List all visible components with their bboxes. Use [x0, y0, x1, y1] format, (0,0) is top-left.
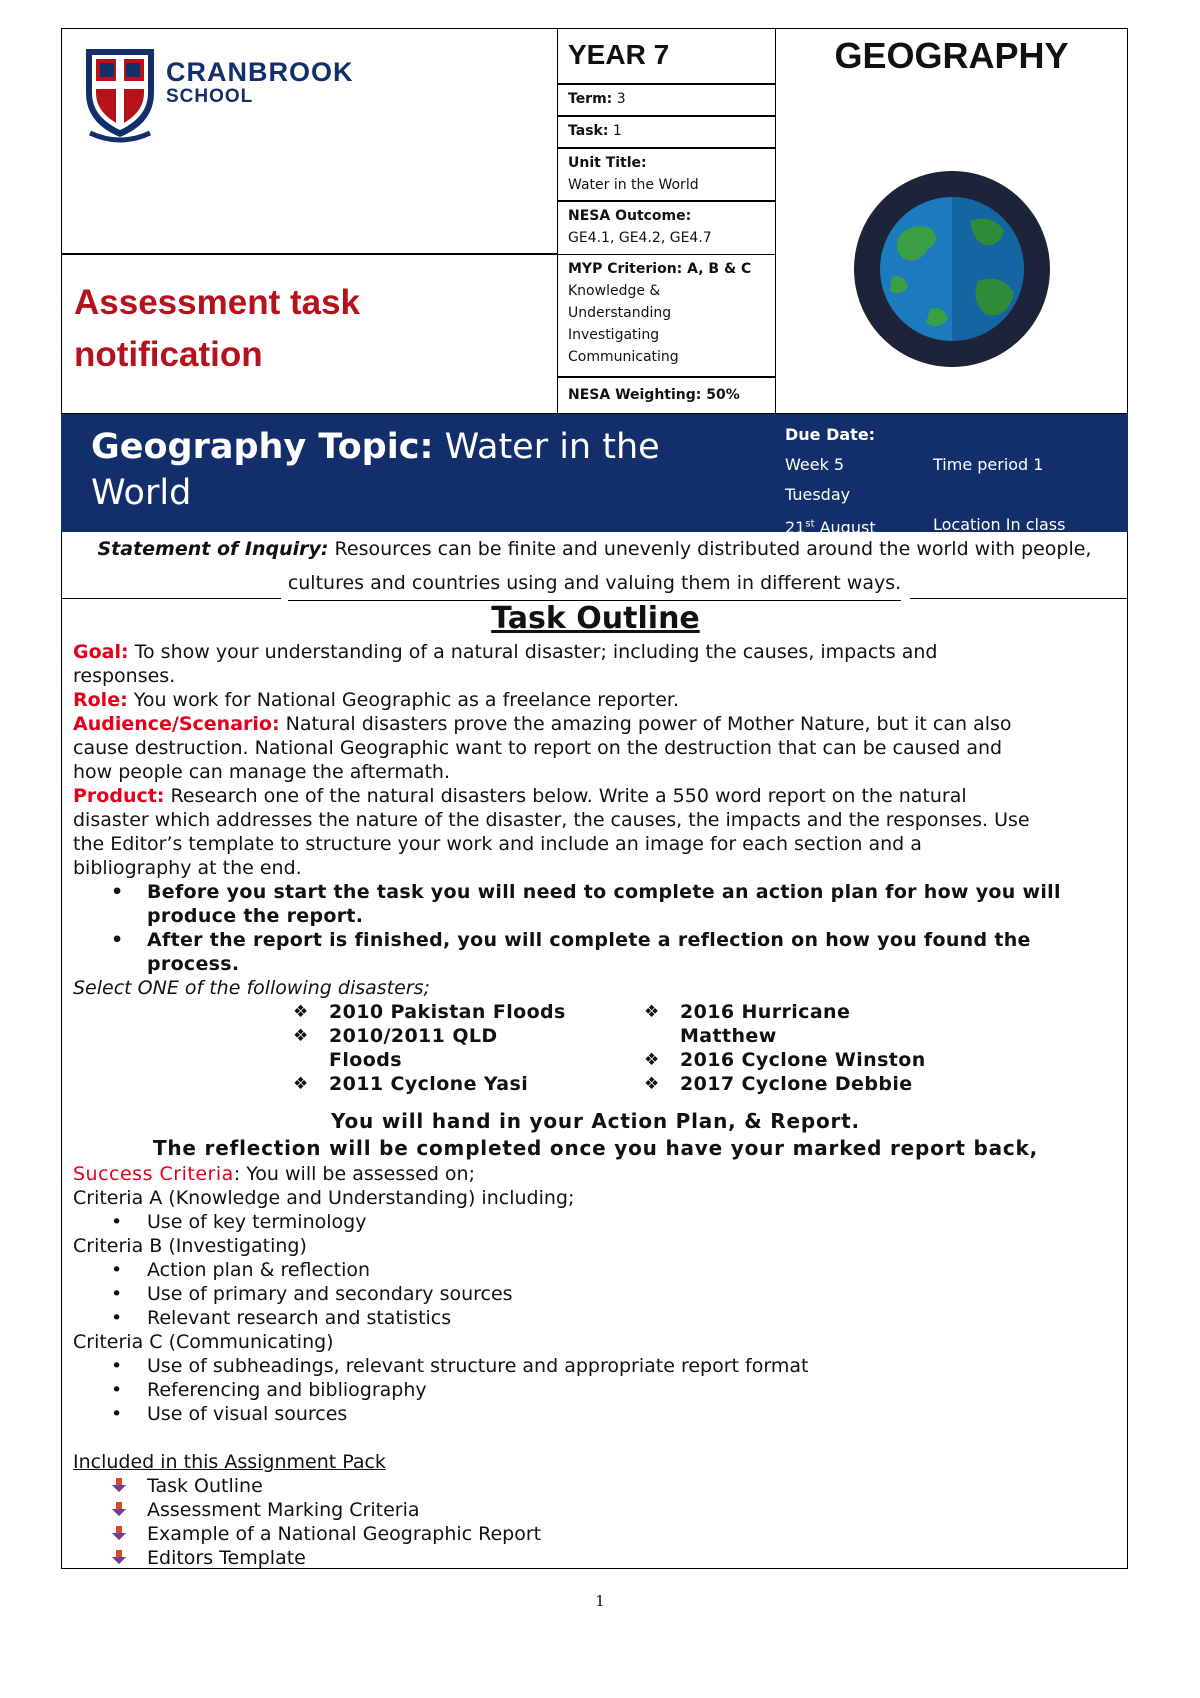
due-location: Location In class — [933, 515, 1066, 534]
list-item: • Use of visual sources — [73, 1402, 1118, 1426]
role-label: Role: — [73, 689, 128, 711]
task-cell — [557, 116, 776, 148]
globe-icon — [852, 169, 1052, 369]
term-value: 3 — [616, 91, 626, 107]
goal-text-line2: responses. — [73, 665, 176, 687]
list-item-continued: Floods — [329, 1049, 402, 1071]
audience-label: Audience/Scenario: — [73, 713, 280, 735]
audience-text: Natural disasters prove the amazing power of Mother Nature, but it can also — [285, 713, 1012, 735]
logo-cell — [61, 28, 558, 254]
myp-item: Communicating — [568, 349, 679, 365]
product-text-line2: disaster which addresses the nature of the disaster, the causes, the impacts and the responses. Use — [73, 809, 1030, 831]
list-item: ❖ 2011 Cyclone Yasi — [293, 1072, 566, 1096]
criteria-c-title: Criteria C (Communicating) — [73, 1331, 334, 1353]
subject-cell — [775, 28, 1128, 414]
bullet-text: produce the report. — [147, 905, 364, 927]
nesa-outcome-cell — [557, 201, 776, 255]
audience-text-line3: how people can manage the aftermath. — [73, 761, 451, 783]
school-crest-logo — [80, 43, 160, 143]
list-item: • Relevant research and statistics — [73, 1306, 1118, 1330]
nesa-outcome-value: GE4.1, GE4.2, GE4.7 — [568, 230, 712, 246]
list-item: • Referencing and bibliography — [73, 1378, 1118, 1402]
assignment-pack-list — [73, 1474, 1118, 1570]
arrow-bullet-icon — [111, 1549, 127, 1565]
page-number: 1 — [595, 1592, 605, 1610]
list-item — [73, 1474, 1118, 1498]
bullet-text: process. — [147, 953, 240, 975]
criteria-b-list — [73, 1258, 1118, 1330]
myp-criterion-label: MYP Criterion: A, B & C — [568, 261, 752, 277]
task-label: Task: — [568, 123, 609, 139]
myp-item: Understanding — [568, 305, 672, 321]
success-criteria-text: : You will be assessed on; — [233, 1163, 475, 1185]
list-item — [73, 1498, 1118, 1522]
arrow-bullet-icon — [111, 1477, 127, 1493]
topic-value-line2: World — [91, 473, 192, 513]
statement-of-inquiry — [61, 532, 1128, 598]
audience-paragraph — [73, 712, 1118, 736]
role-paragraph — [73, 688, 1118, 712]
due-date-num: 21 — [785, 518, 806, 538]
due-time-period: Time period 1 — [933, 455, 1044, 474]
school-name-line2: SCHOOL — [166, 86, 254, 107]
myp-item: Investigating — [568, 327, 660, 343]
list-item — [73, 928, 1118, 976]
success-criteria-intro — [73, 1162, 1118, 1186]
list-item: ❖ 2016 Hurricane — [644, 1000, 926, 1024]
product-text-line3: the Editor’s template to structure your work and include an image for each section and a — [73, 833, 922, 855]
assessment-title-line1: Assessment task — [74, 283, 360, 322]
task-outline-title: Task Outline — [491, 601, 700, 636]
myp-criterion-cell — [557, 254, 776, 377]
list-item: ❖ 2010/2011 QLD — [293, 1024, 566, 1048]
topic-value: Water in the — [444, 427, 660, 467]
due-week: Week 5 — [785, 455, 845, 474]
criteria-a-title: Criteria A (Knowledge and Understanding) including; — [73, 1187, 575, 1209]
pack-item-text: Example of a National Geographic Report — [147, 1523, 542, 1545]
product-label: Product: — [73, 785, 165, 807]
arrow-bullet-icon — [111, 1525, 127, 1541]
pack-item-text: Task Outline — [147, 1475, 263, 1497]
reflection-statement: The reflection will be completed once you have your marked report back, — [152, 1136, 1039, 1160]
product-text: Research one of the natural disasters below. Write a 550 word report on the natural — [170, 785, 967, 807]
criteria-c-list — [73, 1354, 1118, 1426]
topic-banner — [61, 414, 775, 532]
due-date-month: August — [819, 518, 876, 538]
criteria-b-title: Criteria B (Investigating) — [73, 1235, 307, 1257]
bullet-text: • Before you start the task you will need to complete an action plan for how you will — [147, 881, 1061, 903]
assessment-title-line2: notification — [74, 335, 263, 374]
assessment-title-cell — [61, 254, 558, 414]
list-item: ❖ 2016 Cyclone Winston — [644, 1048, 926, 1072]
product-paragraph — [73, 784, 1118, 808]
due-date-panel — [775, 414, 1128, 538]
school-name — [166, 57, 354, 107]
disaster-list — [73, 1000, 1118, 1096]
handin-statement: You will hand in your Action Plan, & Report. — [331, 1109, 860, 1133]
assignment-pack-title: Included in this Assignment Pack — [73, 1451, 386, 1473]
goal-paragraph — [73, 640, 1118, 664]
list-item-continued: Matthew — [680, 1025, 777, 1047]
product-bullets — [73, 880, 1118, 976]
bullet-text: • After the report is finished, you will complete a reflection on how you found the — [147, 929, 1031, 951]
term-cell — [557, 84, 776, 116]
unit-title-cell — [557, 148, 776, 201]
success-criteria-label: Success Criteria — [73, 1163, 234, 1185]
inquiry-text: Resources can be finite and unevenly distributed around the world with people, — [334, 538, 1092, 560]
goal-text: To show your understanding of a natural disaster; including the causes, impacts and — [134, 641, 938, 663]
nesa-outcome-label: NESA Outcome: — [568, 208, 692, 224]
role-text: You work for National Geographic as a freelance reporter. — [133, 689, 680, 711]
term-label: Term: — [568, 91, 613, 107]
myp-item: Knowledge & — [568, 283, 661, 299]
list-item: • Use of subheadings, relevant structure and appropriate report format — [73, 1354, 1118, 1378]
inquiry-label: Statement of Inquiry: — [97, 538, 329, 560]
subject-title: GEOGRAPHY — [834, 35, 1069, 76]
select-instruction: Select ONE of the following disasters; — [73, 977, 430, 999]
task-value: 1 — [612, 123, 622, 139]
disaster-column-right — [644, 1000, 926, 1096]
due-date-sup: st — [805, 519, 815, 530]
list-item: • Use of key terminology — [73, 1210, 1118, 1234]
list-item — [73, 880, 1118, 928]
year-label: YEAR 7 — [557, 28, 776, 84]
list-item — [73, 1522, 1118, 1546]
due-date-label: Due Date: — [785, 425, 876, 444]
topic-label: Geography Topic: — [91, 427, 434, 467]
task-outline-section — [73, 598, 1118, 1570]
nesa-weighting: NESA Weighting: 50% — [557, 377, 776, 414]
unit-title-label: Unit Title: — [568, 155, 647, 171]
audience-text-line2: cause destruction. National Geographic want to report on the destruction that can be caused and — [73, 737, 1003, 759]
criteria-a-list — [73, 1210, 1118, 1234]
arrow-bullet-icon — [111, 1501, 127, 1517]
list-item: • Use of primary and secondary sources — [73, 1282, 1118, 1306]
assessment-title — [74, 277, 360, 381]
inquiry-text-line2: cultures and countries using and valuing them in different ways. — [288, 566, 901, 601]
school-name-line1: CRANBROOK — [166, 57, 354, 87]
pack-item-text: Editors Template — [147, 1547, 306, 1569]
unit-title-value: Water in the World — [568, 177, 699, 193]
list-item: ❖ 2017 Cyclone Debbie — [644, 1072, 926, 1096]
product-text-line4: bibliography at the end. — [73, 857, 302, 879]
due-day: Tuesday — [785, 485, 851, 504]
goal-label: Goal: — [73, 641, 129, 663]
list-item — [73, 1546, 1118, 1570]
list-item: • Action plan & reflection — [73, 1258, 1118, 1282]
list-item: ❖ 2010 Pakistan Floods — [293, 1000, 566, 1024]
pack-item-text: Assessment Marking Criteria — [147, 1499, 420, 1521]
disaster-column-left — [293, 1000, 566, 1096]
